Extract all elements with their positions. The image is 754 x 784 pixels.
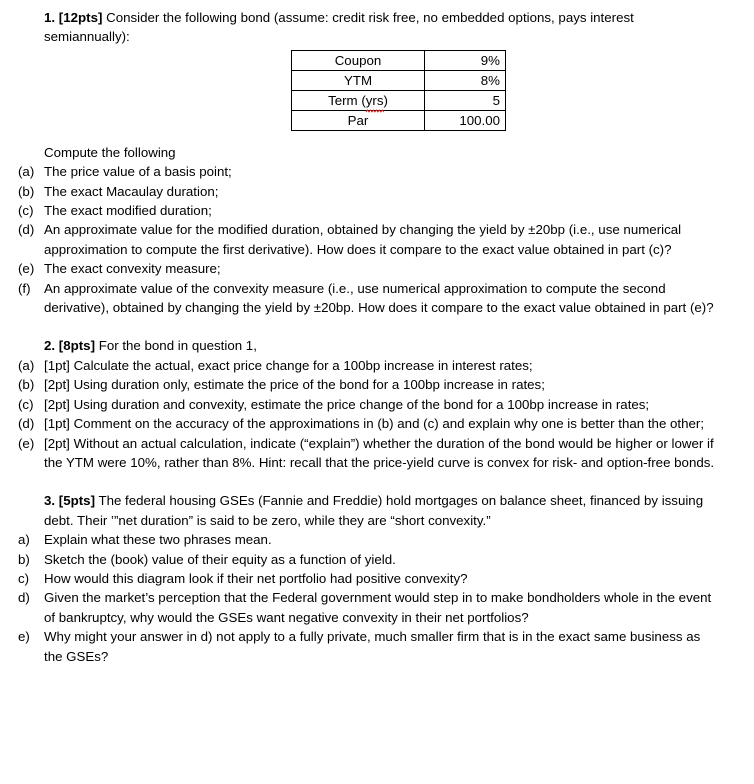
list-marker: (f) — [18, 280, 31, 296]
list-item — [18, 356, 720, 375]
list-item — [18, 395, 720, 414]
question-1-list — [18, 162, 720, 317]
table-row — [292, 70, 506, 90]
list-item-text: [2pt] Using duration only, estimate the price of the bond for a 100bp increase in rates; — [44, 377, 545, 393]
list-marker: (b) — [18, 183, 35, 199]
question-3-points: [5pts] — [58, 493, 95, 509]
table-row — [292, 50, 506, 70]
list-item — [18, 588, 720, 627]
list-marker: (e) — [18, 261, 35, 277]
list-item — [18, 530, 720, 549]
list-item-text: [2pt] Using duration and convexity, estimate the price change of the bond for a 100bp increase in rates; — [44, 396, 650, 412]
bond-value-ytm: 8% — [425, 70, 506, 90]
list-item — [18, 201, 720, 220]
list-item — [18, 259, 720, 278]
spellcheck-underline — [366, 91, 384, 110]
bond-table-wrapper — [18, 50, 720, 131]
question-3-intro: The federal housing GSEs (Fannie and Freddie) hold mortgages on balance sheet, financed by issuing debt. Their ‛”net duration” is said to be zero, while they are “short convexity.” — [44, 493, 704, 528]
list-item-text: The exact convexity measure; — [44, 261, 221, 277]
list-item-text: [1pt] Calculate the actual, exact price change for a 100bp increase in interest rates; — [44, 357, 533, 373]
spacer — [18, 472, 720, 491]
question-3 — [18, 491, 720, 666]
list-item-text: The exact Macaulay duration; — [44, 183, 219, 199]
list-item — [18, 220, 720, 259]
spacer — [18, 131, 720, 143]
list-marker: (a) — [18, 164, 35, 180]
question-3-heading — [18, 491, 720, 530]
question-3-number: 3. — [44, 493, 56, 509]
list-item — [18, 550, 720, 569]
list-marker: a) — [18, 532, 30, 548]
list-item-text: The exact modified duration; — [44, 203, 212, 219]
question-2-points: [8pts] — [58, 338, 95, 354]
list-item — [18, 434, 720, 473]
list-marker: (d) — [18, 416, 35, 432]
list-item-text: [2pt] Without an actual calculation, indicate (“explain”) whether the duration of the bond would be higher or lower if the YTM were 10%, rather than 8%. Hint: recall that the price-yield curve is convex for risk- and option-free bonds. — [44, 435, 715, 470]
list-item — [18, 627, 720, 666]
list-marker: (c) — [18, 396, 34, 412]
question-3-list — [18, 530, 720, 666]
bond-label-term-suffix: ) — [383, 92, 388, 108]
list-marker: b) — [18, 551, 30, 567]
bond-label-term — [292, 90, 425, 110]
table-row — [292, 110, 506, 130]
question-1-number: 1. — [44, 10, 56, 25]
list-marker: (e) — [18, 435, 35, 451]
list-item — [18, 279, 720, 318]
list-item — [18, 414, 720, 433]
question-2-intro: For the bond in question 1, — [95, 338, 257, 354]
bond-value-coupon: 9% — [425, 50, 506, 70]
bond-label-coupon: Coupon — [292, 50, 425, 70]
bond-label-term-prefix: Term ( — [328, 92, 366, 108]
list-marker: (b) — [18, 377, 35, 393]
question-2-number: 2. — [44, 338, 56, 354]
list-item-text: An approximate value of the convexity measure (i.e., use numerical approximation to compute the second derivative), obtained by changing the yield by ±20bp. How does it compare to the exact value obtained in part (e)? — [44, 280, 714, 316]
compute-the-following-line: Compute the following — [44, 144, 176, 160]
squiggle-icon — [366, 109, 384, 113]
list-item-text: Why might your answer in d) not apply to a fully private, much smaller firm that is in the exact same business as the GSEs? — [44, 629, 701, 664]
question-1-heading — [18, 8, 720, 47]
list-item — [18, 569, 720, 588]
list-marker: e) — [18, 629, 30, 645]
list-item-text: [1pt] Comment on the accuracy of the approximations in (b) and (c) and explain why one is better than the other; — [44, 416, 705, 432]
list-item-text: The price value of a basis point; — [44, 164, 232, 180]
bond-parameters-table — [291, 50, 506, 131]
question-1 — [18, 8, 720, 317]
question-2-list — [18, 356, 720, 472]
spacer — [18, 317, 720, 336]
list-marker: d) — [18, 590, 30, 606]
list-item-text: How would this diagram look if their net portfolio had positive convexity? — [44, 570, 468, 586]
list-marker: c) — [18, 570, 30, 586]
question-2 — [18, 336, 720, 472]
list-item-text: Sketch the (book) value of their equity as a function of yield. — [44, 551, 396, 567]
bond-value-term: 5 — [425, 90, 506, 110]
list-marker: (d) — [18, 222, 35, 238]
list-item — [18, 375, 720, 394]
table-row — [292, 90, 506, 110]
question-2-heading — [18, 336, 720, 355]
list-marker: (a) — [18, 357, 35, 373]
bond-value-par: 100.00 — [425, 110, 506, 130]
list-marker: (c) — [18, 203, 34, 219]
list-item — [18, 162, 720, 181]
list-item-text: Explain what these two phrases mean. — [44, 532, 272, 548]
question-1-points: [12pts] — [58, 10, 103, 25]
bond-label-par: Par — [292, 110, 425, 130]
bond-label-ytm: YTM — [292, 70, 425, 90]
list-item — [18, 182, 720, 201]
question-1-intro: Consider the following bond (assume: credit risk free, no embedded options, pays interest semiannually): — [44, 10, 634, 45]
bond-label-term-misspelled: yrs — [365, 92, 384, 108]
list-item-text: Given the market’s perception that the Federal government would step in to make bondholders whole in the event of bankruptcy, why would the GSEs want negative convexity in their net portfolios? — [44, 590, 712, 625]
list-item-text: An approximate value for the modified duration, obtained by changing the yield by ±20bp (i.e., use numerical approximation to compute the first derivative). How does it compare to the exact value obtained in part (c)? — [44, 222, 682, 257]
